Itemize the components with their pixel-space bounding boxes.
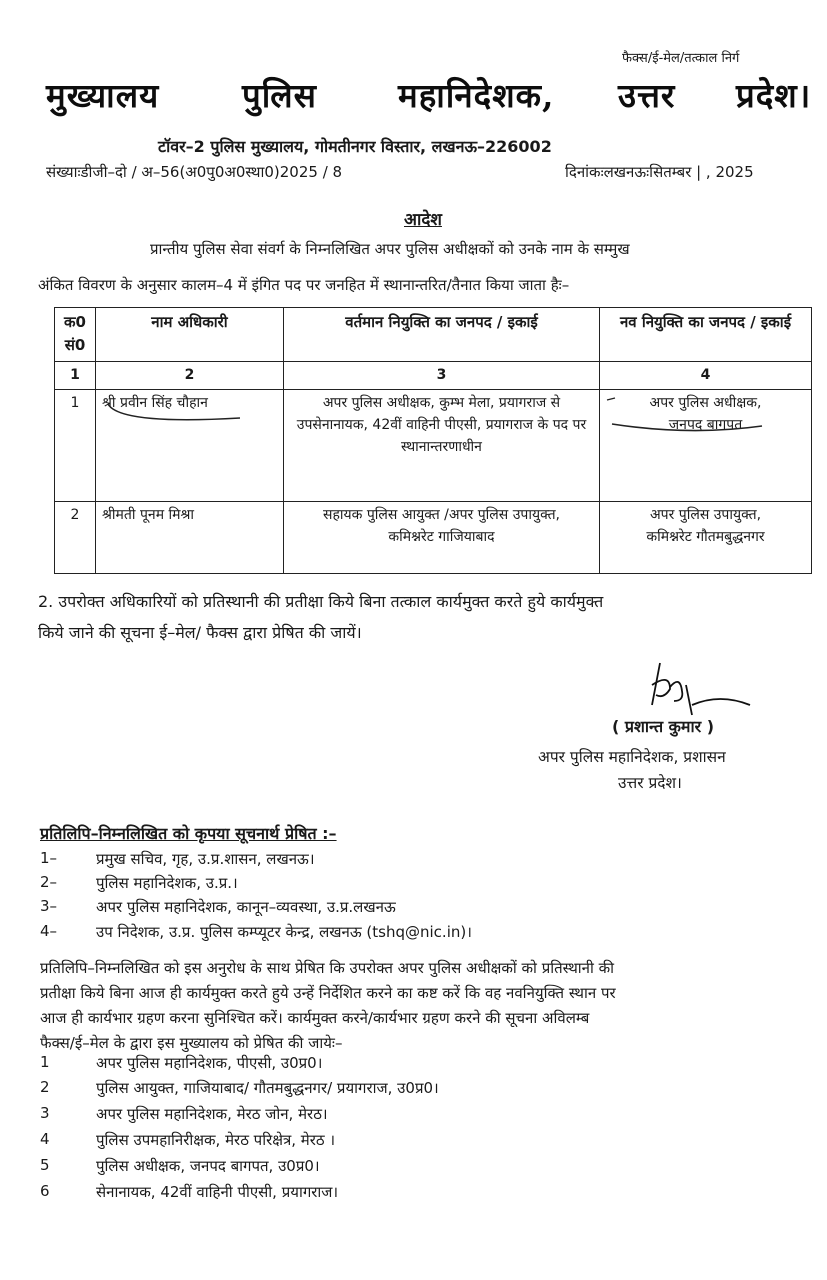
list-number: 6 — [40, 1182, 50, 1200]
new-posting-cell: अपर पुलिस उपायुक्त, कमिश्नरेट गौतमबुद्धनगर — [600, 502, 812, 574]
list-text: उप निदेशक, उ.प्र. पुलिस कम्प्यूटर केन्द्र, लखनऊ (tshq@nic.in)। — [96, 923, 472, 941]
header-cell: वर्तमान नियुक्ति का जनपद / इकाई — [284, 308, 600, 362]
underline-stroke — [108, 404, 240, 420]
list-text: प्रमुख सचिव, गृह, उ.प्र.शासन, लखनऊ। — [96, 850, 315, 868]
list-number: 3– — [40, 897, 58, 915]
reference-number: संख्याःडीजी–दो / अ–56(अ0पु0अ0स्था0)2025 / 8 — [46, 163, 343, 181]
list-text: पुलिस महानिदेशक, उ.प्र.। — [96, 874, 238, 892]
header-cell: नाम अधिकारी — [96, 308, 284, 362]
list-text: पुलिस अधीक्षक, जनपद बागपत, उ0प्र0। — [96, 1157, 320, 1175]
copy-info-heading: प्रतिलिपि–निम्नलिखित को कृपया सूचनार्थ प्रेषित :– — [40, 824, 337, 843]
masthead-word: पुलिस — [242, 76, 317, 115]
list-text: अपर पुलिस महानिदेशक, कानून–व्यवस्था, उ.प्र.लखनऊ — [96, 898, 396, 916]
list-text: अपर पुलिस महानिदेशक, पीएसी, उ0प्र0। — [96, 1054, 323, 1072]
order-intro-line: प्रान्तीय पुलिस सेवा संवर्ग के निम्नलिखित अपर पुलिस अधीक्षकों को उनके नाम के सम्मुख — [150, 240, 630, 258]
signatory-designation: अपर पुलिस महानिदेशक, प्रशासन — [538, 748, 726, 766]
list-text: अपर पुलिस महानिदेशक, मेरठ जोन, मेरठ। — [96, 1105, 328, 1123]
officer-name-cell: श्री प्रवीन सिंह चौहान — [96, 390, 284, 502]
copy-action-paragraph — [40, 958, 827, 1058]
officer-name-cell: श्रीमती पूनम मिश्रा — [96, 502, 284, 574]
header-cell: क0 सं0 — [55, 308, 96, 362]
order-date: दिनांकःलखनऊःसितम्बर | , 2025 — [565, 163, 754, 181]
instruction-paragraph: किये जाने की सूचना ई–मेल/ फैक्स द्वारा प्रेषित की जायें। — [38, 623, 362, 642]
list-number: 1– — [40, 849, 58, 867]
list-number: 1 — [40, 1053, 50, 1071]
list-text: पुलिस आयुक्त, गाजियाबाद/ गौतमबुद्धनगर/ प्रयागराज, उ0प्र0। — [96, 1079, 439, 1097]
paragraph-line: प्रतिलिपि–निम्नलिखित को इस अनुरोध के साथ प्रेषित कि उपरोक्त अपर पुलिस अधीक्षकों को प्रतिस्थानी की — [40, 959, 615, 977]
serial-cell: 1 — [55, 390, 96, 502]
current-posting-cell: अपर पुलिस अधीक्षक, कुम्भ मेला, प्रयागराज से उपसेनानायक, 42वीं वाहिनी पीएसी, प्रयागराज के पद पर स्थानान्तरणाधीन — [284, 390, 600, 502]
list-number: 2– — [40, 873, 58, 891]
header-cell: नव नियुक्ति का जनपद / इकाई — [600, 308, 812, 362]
masthead-word: उत्तर — [618, 76, 676, 115]
column-number: 1 — [55, 361, 96, 390]
list-text: पुलिस उपमहानिरीक्षक, मेरठ परिक्षेत्र, मेरठ । — [96, 1131, 336, 1149]
underline-stroke — [612, 424, 762, 431]
list-text: सेनानायक, 42वीं वाहिनी पीएसी, प्रयागराज। — [96, 1183, 339, 1201]
masthead-word: महानिदेशक, — [398, 76, 555, 115]
serial-cell: 2 — [55, 502, 96, 574]
paragraph-line: फैक्स/ई–मेल के द्वारा इस मुख्यालय को प्रेषित की जायेः– — [40, 1034, 343, 1052]
column-number: 4 — [600, 361, 812, 390]
paragraph-line: आज ही कार्यभार ग्रहण करना सुनिश्चित करें। कार्यमुक्त करने/कार्यभार ग्रहण करने की सूचना अविलम्ब — [40, 1009, 590, 1027]
new-posting-cell: अपर पुलिस अधीक्षक, जनपद बागपत — [600, 390, 812, 502]
list-number: 4– — [40, 922, 58, 940]
instruction-paragraph: 2. उपरोक्त अधिकारियों को प्रतिस्थानी की प्रतीक्षा किये बिना तत्काल कार्यमुक्त करते हुये कार्यमुक्त — [38, 592, 604, 611]
list-number: 4 — [40, 1130, 50, 1148]
signatory-state: उत्तर प्रदेश। — [618, 774, 682, 792]
masthead-word: मुख्यालय — [46, 76, 160, 115]
paragraph-line: प्रतीक्षा किये बिना आज ही कार्यमुक्त करते हुये उन्हें निर्देशित करने का कष्ट करें कि वह नवनियुक्ति स्थान पर — [40, 984, 616, 1002]
list-number: 3 — [40, 1104, 50, 1122]
signatory-name: ( प्रशान्त कुमार ) — [612, 717, 715, 736]
list-number: 5 — [40, 1156, 50, 1174]
fax-email-note: फैक्स/ई-मेल/तत्काल निर्ग — [622, 51, 740, 66]
column-number: 2 — [96, 361, 284, 390]
column-number: 3 — [284, 361, 600, 390]
order-title: आदेश — [404, 210, 442, 230]
order-intro-line: अंकित विवरण के अनुसार कालम–4 में इंगित पद पर जनहित में स्थानान्तरित/तैनात किया जाता हैः– — [38, 276, 570, 294]
underline-stroke — [607, 398, 615, 400]
masthead-word: प्रदेश। — [736, 76, 812, 115]
hq-address: टॉवर–2 पुलिस मुख्यालय, गोमतीनगर विस्तार, लखनऊ–226002 — [158, 137, 552, 156]
list-number: 2 — [40, 1078, 50, 1096]
current-posting-cell: सहायक पुलिस आयुक्त /अपर पुलिस उपायुक्त, कमिश्नरेट गाजियाबाद — [284, 502, 600, 574]
